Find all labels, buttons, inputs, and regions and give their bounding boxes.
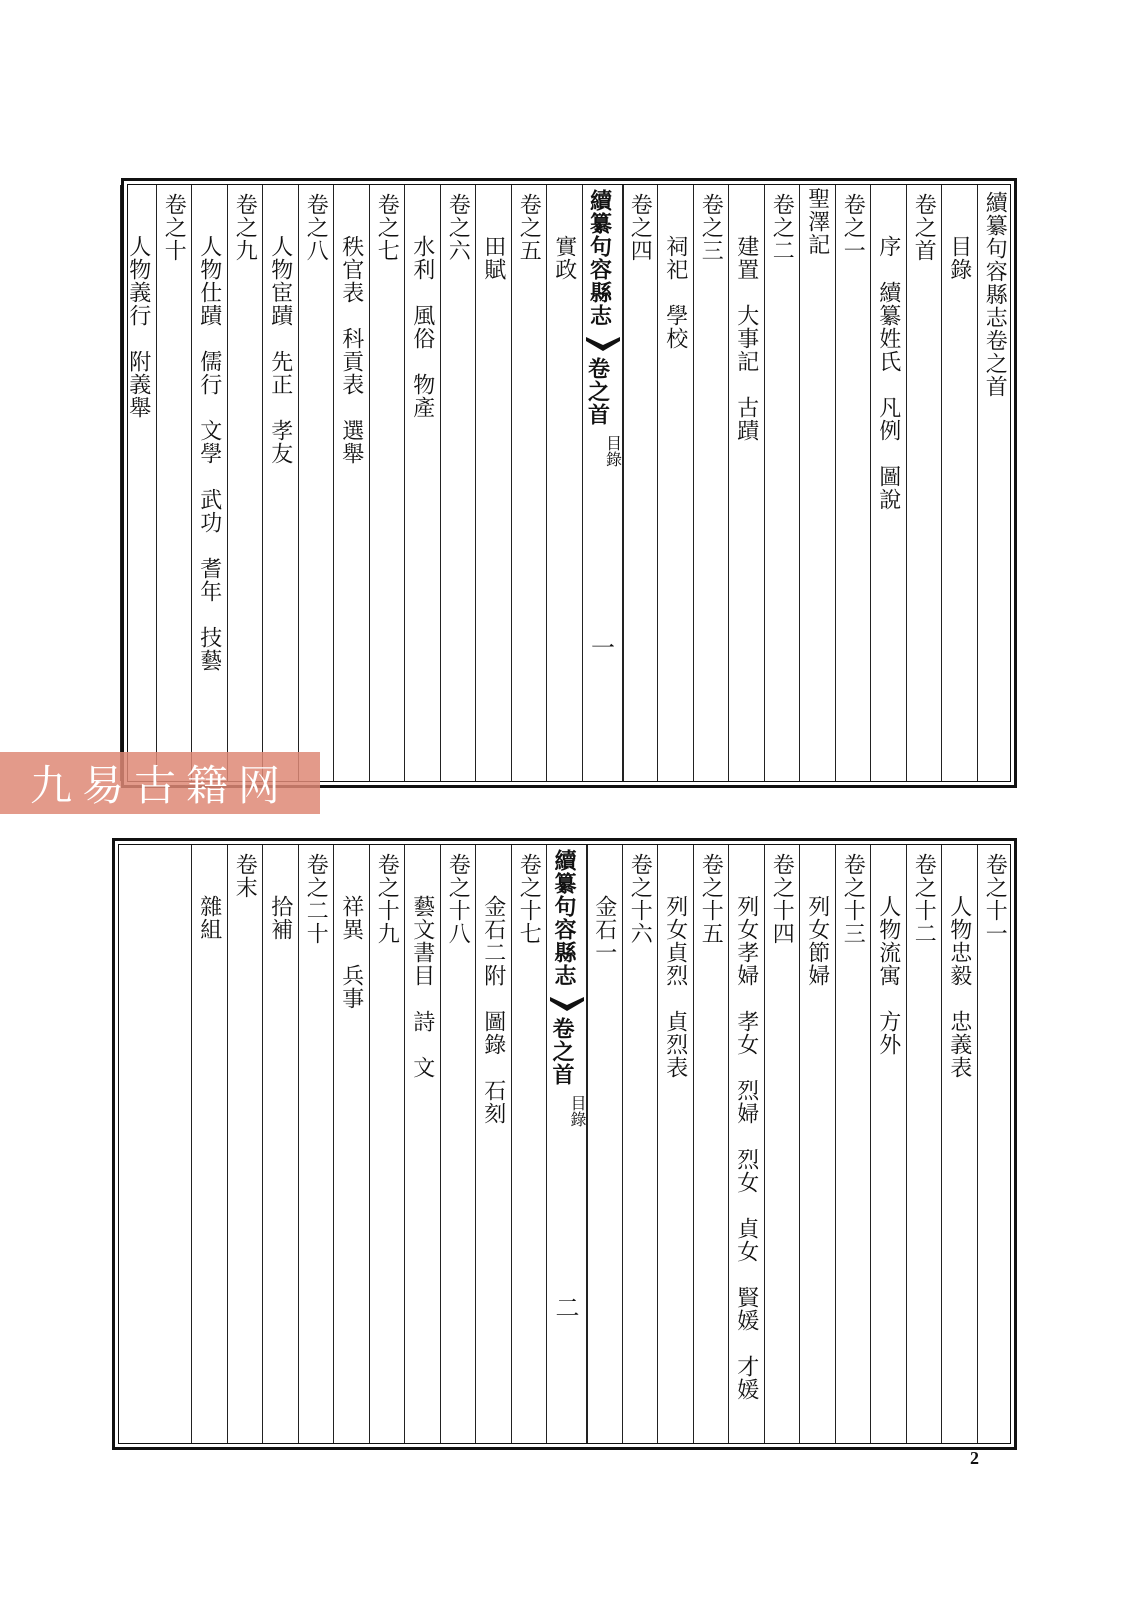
toc-column <box>622 845 658 1443</box>
volume-label: 卷之首 <box>911 193 937 262</box>
volume-label: 卷之十一 <box>982 853 1008 945</box>
toc-column <box>298 185 334 781</box>
volume-label: 卷之十二 <box>911 853 937 945</box>
section-entries: 人物流寓 方外 <box>875 895 901 1056</box>
toc-column <box>764 185 800 781</box>
section-entries: 祥異 兵事 <box>338 895 364 1010</box>
volume-label: 卷之十六 <box>627 853 653 945</box>
toc-column <box>156 185 192 781</box>
toc-column <box>941 845 977 1443</box>
watermark-text: 九易古籍网 <box>29 761 290 810</box>
section-entries: 目錄 <box>946 235 972 281</box>
volume-label: 聖澤記 <box>804 187 830 256</box>
toc-column <box>693 185 729 781</box>
section-entries: 金石一 <box>591 895 617 964</box>
volume-label: 卷之十八 <box>445 853 471 945</box>
toc-column <box>693 845 729 1443</box>
toc-column <box>728 185 764 781</box>
volume-label: 卷之十 <box>161 193 187 262</box>
section-entries: 金石二附 圖錄 石刻 <box>480 895 506 1125</box>
section-entries: 序 續纂姓氏 凡例 圖說 <box>875 235 901 511</box>
section-entries: 田賦 <box>480 235 506 281</box>
toc-column <box>906 185 942 781</box>
toc-column <box>906 845 942 1443</box>
volume-label: 卷之三 <box>698 193 724 262</box>
volume-label: 卷之十九 <box>374 853 400 945</box>
toc-column <box>657 845 693 1443</box>
center-title: 續纂句容縣志 <box>586 189 613 327</box>
toc-column <box>369 845 405 1443</box>
toc-column <box>835 845 871 1443</box>
volume-label: 卷之五 <box>516 193 542 262</box>
center-strip <box>546 845 588 1443</box>
toc-column <box>977 185 1013 781</box>
toc-column <box>764 845 800 1443</box>
toc-column <box>191 845 227 1443</box>
page-number: 2 <box>970 1448 979 1468</box>
section-entries: 祠祀 學校 <box>662 235 688 350</box>
top-page-block <box>121 178 1017 788</box>
toc-column <box>262 185 298 781</box>
section-entries: 水利 風俗 物產 <box>409 235 435 419</box>
toc-column <box>799 185 835 781</box>
toc-column <box>404 185 440 781</box>
center-page-number: 二 <box>551 1295 579 1320</box>
section-entries: 建置 大事記 古蹟 <box>733 235 759 442</box>
toc-column <box>227 185 263 781</box>
toc-column <box>511 185 547 781</box>
volume-heading: 續纂句容縣志卷之首 <box>982 191 1008 398</box>
toc-column <box>475 185 511 781</box>
section-entries: 實政 <box>551 235 577 281</box>
section-entries: 拾補 <box>267 895 293 941</box>
toc-column <box>728 845 764 1443</box>
section-entries: 秩官表 科貢表 選舉 <box>338 235 364 465</box>
toc-column <box>227 845 263 1443</box>
watermark-banner <box>0 752 320 814</box>
toc-column <box>511 845 547 1443</box>
center-section: 目錄 <box>568 1095 587 1127</box>
volume-label: 卷之九 <box>232 193 258 262</box>
section-entries: 人物義行 附義舉 <box>125 235 151 419</box>
center-volume: 卷之首 <box>549 1017 575 1086</box>
section-entries: 藝文書目 詩 文 <box>409 895 435 1079</box>
volume-label: 卷之十七 <box>516 853 542 945</box>
section-entries: 人物忠毅 忠義表 <box>946 895 972 1079</box>
volume-label: 卷之六 <box>445 193 471 262</box>
toc-column <box>546 185 582 781</box>
volume-label: 卷之一 <box>840 193 866 262</box>
volume-label: 卷之二 <box>769 193 795 262</box>
toc-column <box>262 845 298 1443</box>
fishtail-mark-icon <box>550 995 584 1013</box>
center-strip <box>582 185 624 781</box>
toc-column <box>440 845 476 1443</box>
volume-label: 卷之四 <box>627 193 653 262</box>
center-page-number: 一 <box>586 635 615 660</box>
volume-label: 卷之十三 <box>840 853 866 945</box>
center-title: 續纂句容縣志 <box>551 849 577 987</box>
volume-label: 卷之八 <box>303 193 329 262</box>
volume-label: 卷之十五 <box>698 853 724 945</box>
toc-column <box>333 845 369 1443</box>
toc-column <box>835 185 871 781</box>
toc-column <box>799 845 835 1443</box>
section-entries: 列女節婦 <box>804 895 830 987</box>
section-entries: 列女貞烈 貞烈表 <box>662 895 688 1079</box>
toc-column <box>586 845 622 1443</box>
toc-column <box>120 185 156 781</box>
toc-column <box>333 185 369 781</box>
volume-label: 卷末 <box>232 853 258 899</box>
center-section: 目錄 <box>603 435 623 467</box>
volume-label: 卷之七 <box>374 193 400 262</box>
toc-column <box>870 185 906 781</box>
section-entries: 列女孝婦 孝女 烈婦 烈女 貞女 賢媛 才媛 <box>733 895 759 1401</box>
toc-column <box>657 185 693 781</box>
bottom-page-block <box>112 838 1017 1450</box>
toc-column <box>440 185 476 781</box>
volume-label: 卷之二十 <box>303 853 329 945</box>
fishtail-mark-icon <box>586 335 620 353</box>
section-entries: 人物仕蹟 儒行 文學 武功 耆年 技藝 <box>196 235 222 672</box>
center-volume: 卷之首 <box>584 357 611 426</box>
toc-column <box>977 845 1013 1443</box>
toc-column <box>622 185 658 781</box>
toc-column <box>404 845 440 1443</box>
toc-column <box>298 845 334 1443</box>
section-entries: 人物宦蹟 先正 孝友 <box>267 235 293 465</box>
volume-label: 卷之十四 <box>769 853 795 945</box>
toc-column <box>369 185 405 781</box>
section-entries: 雜組 <box>196 895 222 941</box>
toc-column <box>941 185 977 781</box>
toc-column <box>191 185 227 781</box>
toc-column <box>870 845 906 1443</box>
toc-column <box>475 845 511 1443</box>
